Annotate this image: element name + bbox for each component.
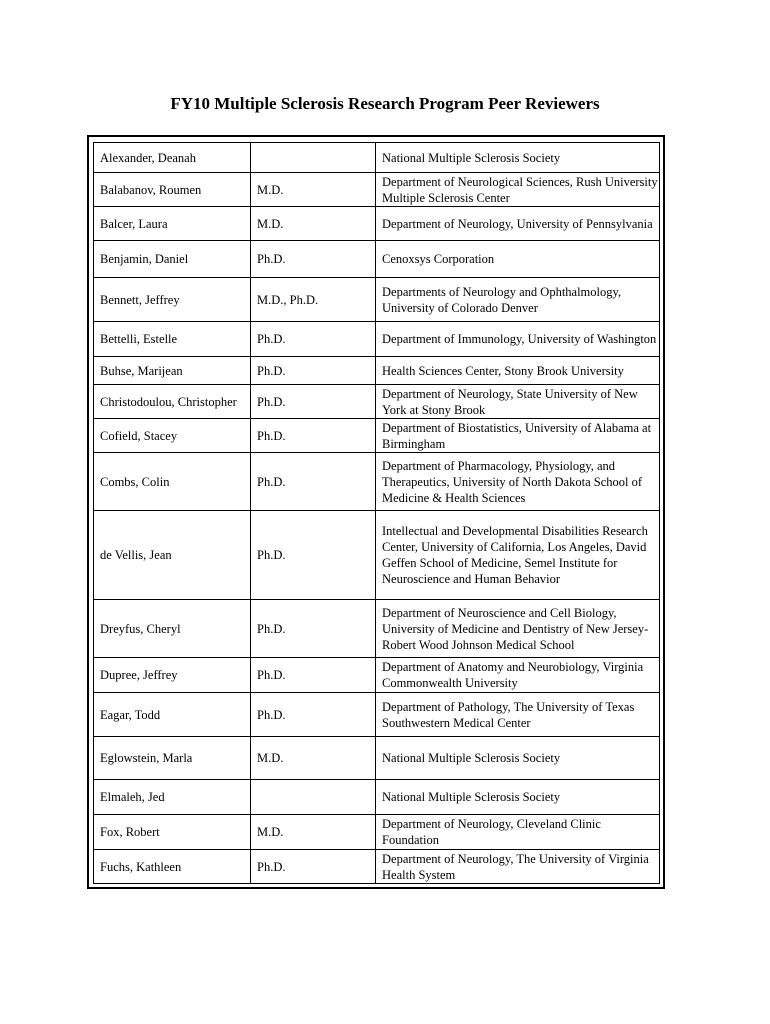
reviewer-name: Balcer, Laura [94, 207, 251, 241]
reviewer-degree: Ph.D. [251, 322, 376, 357]
reviewer-name: Balabanov, Roumen [94, 173, 251, 207]
reviewer-degree: M.D. [251, 737, 376, 780]
table-row [94, 658, 660, 693]
table-row [94, 207, 660, 241]
reviewer-name: Bennett, Jeffrey [94, 278, 251, 322]
page-title: FY10 Multiple Sclerosis Research Program Peer Reviewers [170, 94, 600, 113]
reviewer-affiliation: Health Sciences Center, Stony Brook University [376, 357, 660, 385]
reviewer-degree: Ph.D. [251, 419, 376, 453]
reviewer-name: Alexander, Deanah [94, 143, 251, 173]
reviewer-degree: M.D., Ph.D. [251, 278, 376, 322]
table-row [94, 693, 660, 737]
reviewer-affiliation: Department of Pathology, The University of Texas Southwestern Medical Center [376, 693, 660, 737]
reviewer-affiliation: Intellectual and Developmental Disabilities Research Center, University of California, Los Angeles, David Geffen School of Medicine, Semel Institute for Neuroscience and Human Behavior [376, 511, 660, 600]
reviewer-name: Cofield, Stacey [94, 419, 251, 453]
table-row [94, 850, 660, 884]
reviewer-affiliation: Department of Neurological Sciences, Rush University Multiple Sclerosis Center [376, 173, 660, 207]
reviewer-affiliation: Department of Neurology, University of Pennsylvania [376, 207, 660, 241]
reviewer-degree: Ph.D. [251, 385, 376, 419]
reviewer-name: Dupree, Jeffrey [94, 658, 251, 693]
reviewer-degree: Ph.D. [251, 357, 376, 385]
reviewer-affiliation: Department of Neurology, State University of New York at Stony Brook [376, 385, 660, 419]
reviewer-degree: Ph.D. [251, 850, 376, 884]
table-row [94, 511, 660, 600]
reviewer-affiliation: Department of Immunology, University of Washington [376, 322, 660, 357]
table-row [94, 737, 660, 780]
reviewer-degree: M.D. [251, 207, 376, 241]
reviewer-affiliation: Department of Neurology, The University of Virginia Health System [376, 850, 660, 884]
reviewer-affiliation: Department of Neurology, Cleveland Clinic Foundation [376, 815, 660, 850]
table-row [94, 143, 660, 173]
table-row [94, 419, 660, 453]
reviewer-affiliation: Department of Biostatistics, University of Alabama at Birmingham [376, 419, 660, 453]
reviewer-affiliation: National Multiple Sclerosis Society [376, 737, 660, 780]
reviewer-affiliation: Cenoxsys Corporation [376, 241, 660, 278]
reviewer-name: Christodoulou, Christopher [94, 385, 251, 419]
reviewer-degree: M.D. [251, 815, 376, 850]
reviewer-degree: Ph.D. [251, 241, 376, 278]
reviewer-affiliation: Department of Neuroscience and Cell Biology, University of Medicine and Dentistry of New Jersey-Robert Wood Johnson Medical School [376, 600, 660, 658]
table-row [94, 322, 660, 357]
table-row [94, 385, 660, 419]
reviewer-degree: M.D. [251, 173, 376, 207]
table-row [94, 780, 660, 815]
reviewer-name: Combs, Colin [94, 453, 251, 511]
reviewer-affiliation: National Multiple Sclerosis Society [376, 143, 660, 173]
reviewer-degree: Ph.D. [251, 693, 376, 737]
reviewer-name: de Vellis, Jean [94, 511, 251, 600]
reviewer-name: Eglowstein, Marla [94, 737, 251, 780]
reviewer-name: Bettelli, Estelle [94, 322, 251, 357]
table-row [94, 173, 660, 207]
table-row [94, 357, 660, 385]
reviewer-table [93, 142, 660, 884]
reviewer-table-frame [87, 135, 665, 889]
reviewer-degree: Ph.D. [251, 600, 376, 658]
reviewer-name: Dreyfus, Cheryl [94, 600, 251, 658]
reviewer-name: Elmaleh, Jed [94, 780, 251, 815]
reviewer-affiliation: Department of Anatomy and Neurobiology, Virginia Commonwealth University [376, 658, 660, 693]
table-row [94, 453, 660, 511]
reviewer-name: Fuchs, Kathleen [94, 850, 251, 884]
reviewer-degree: Ph.D. [251, 511, 376, 600]
table-row [94, 278, 660, 322]
reviewer-affiliation: Departments of Neurology and Ophthalmology, University of Colorado Denver [376, 278, 660, 322]
reviewer-affiliation: Department of Pharmacology, Physiology, and Therapeutics, University of North Dakota School of Medicine & Health Sciences [376, 453, 660, 511]
reviewer-degree: Ph.D. [251, 453, 376, 511]
reviewer-name: Benjamin, Daniel [94, 241, 251, 278]
table-row [94, 600, 660, 658]
reviewer-degree [251, 143, 376, 173]
table-row [94, 815, 660, 850]
reviewer-degree: Ph.D. [251, 658, 376, 693]
reviewer-name: Buhse, Marijean [94, 357, 251, 385]
reviewer-name: Fox, Robert [94, 815, 251, 850]
reviewer-affiliation: National Multiple Sclerosis Society [376, 780, 660, 815]
reviewer-degree [251, 780, 376, 815]
table-row [94, 241, 660, 278]
reviewer-name: Eagar, Todd [94, 693, 251, 737]
